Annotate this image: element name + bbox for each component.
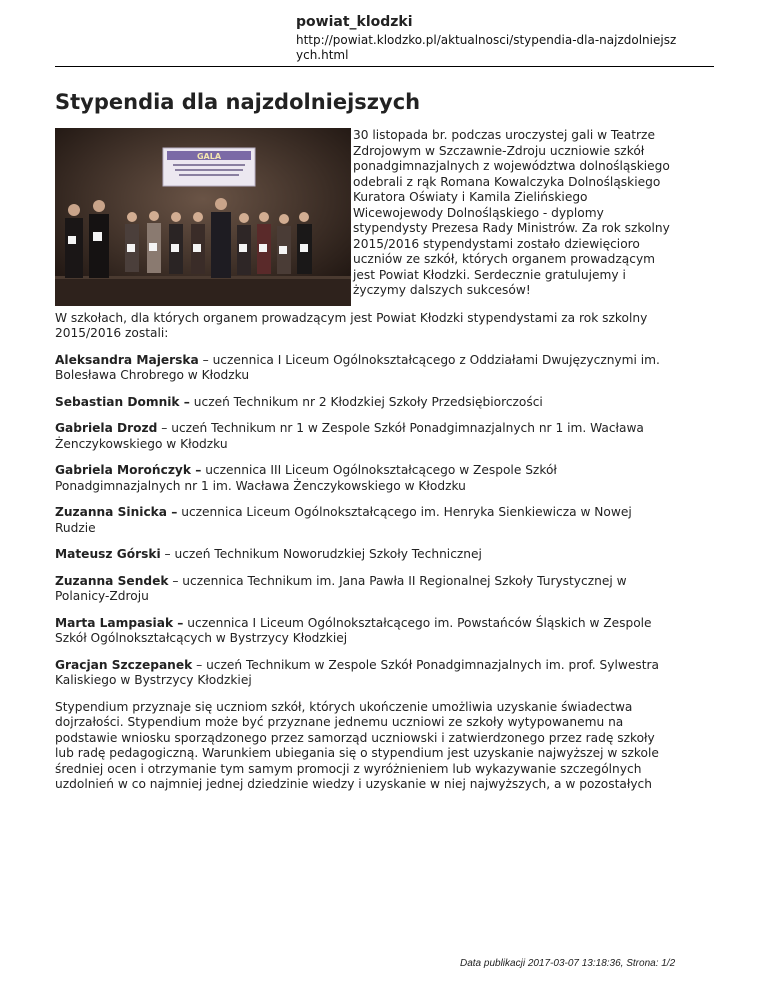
winner-name: Gabriela Drozd [55,421,158,435]
banner-gala-text: GALA [196,152,222,161]
winner-name: Aleksandra Majerska [55,352,199,367]
intro-text: 30 listopada br. podczas uroczystej gali w Teatrze Zdrojowym w Szczawnie-Zdroju uczniowie szkół ponadgimnazjalnych z województwa dolnośląskiego odebrali z rąk Romana Kowalczyka Dolnośląskiego Kuratora Oświaty i Kamila Zielińskiego Wicewojewody Dolnośląskiego - dyplomy stypendysty Prezesa Rady Ministrów. Za rok szkolny 2015/2016 stypendystami zostało dziewięcioro uczniów ze szkół, których organem prowadzącym jest Powiat Kłodzki. Serdecznie gratulujemy i życzymy dalszych sukcesów! [353,128,670,297]
winners-list [55,353,675,689]
winner-entry [55,421,675,452]
closing-paragraph: Stypendium przyznaje się uczniom szkół, których ukończenie umożliwia uzyskanie świadectwa dojrzałości. Stypendium może być przyznane jednemu uczniowi ze szkoły wytypowanemu na podstawie wniosku sporządzonego przez samorząd uczniowski i zatwierdzonego przez radę szkoły lub radę pedagogiczną. Warunkiem ubiegania się o stypendium jest uzyskanie najwyższej w szkole średniej ocen i otrzymanie tym samym promocji z wyróżnieniem lub wykazywanie szczególnych uzdolnień w co najmniej jednej dziedzinie wiedzy i uzyskanie w niej najwyższych, a w pozostałych [55,699,659,791]
list-intro: W szkołach, dla których organem prowadzącym jest Powiat Kłodzki stypendystami za rok szkolny 2015/2016 zostali: [55,310,648,340]
winner-description: uczennica I Liceum Ogólnokształcącego im. Powstańców Śląskich w Zespole Szkół Ogólnokształcących w Bystrzycy Kłodzkiej [55,615,652,645]
article-body [55,128,675,804]
winner-entry [55,395,675,411]
article-title: Stypendia dla najzdolniejszych [55,90,421,114]
winner-entry [55,658,675,689]
winner-description: – uczennica I Liceum Ogólnokształcącego z Oddziałami Dwujęzycznymi im. Bolesława Chrobrego w Kłodzku [55,352,660,382]
winner-entry [55,574,675,605]
winner-name: Gabriela Morończyk – [55,463,202,477]
winner-name: Zuzanna Sendek [55,573,169,588]
winner-name: Marta Lampasiak – [55,615,184,630]
winner-name: Gracjan Szczepanek [55,657,193,672]
winner-name: Zuzanna Sinicka – [55,505,178,519]
winner-description: – uczeń Technikum nr 1 w Zespole Szkół Ponadgimnazjalnych nr 1 im. Wacława Żenczykowskiego w Kłodzku [55,421,644,451]
winner-entry [55,463,675,494]
winner-description: uczennica Liceum Ogólnokształcącego im. Henryka Sienkiewicza w Nowej Rudzie [55,505,632,535]
winner-entry [55,353,675,384]
winner-description: uczeń Technikum nr 2 Kłodzkiej Szkoły Przedsiębiorczości [189,394,543,409]
winner-entry [55,505,675,536]
winner-entry [55,547,675,563]
gala-photo [55,128,351,306]
site-name: powiat_klodzki [296,14,413,30]
publication-footer: Data publikacji 2017-03-07 13:18:36, Strona: 1/2 [460,958,676,969]
page-url[interactable]: http://powiat.klodzko.pl/aktualnosci/stypendia-dla-najzdolniejsz ych.html [296,33,677,62]
winner-name: Mateusz Górski [55,547,161,561]
winner-description: – uczeń Technikum Noworudzkiej Szkoły Technicznej [160,547,482,561]
winner-description: uczennica III Liceum Ogólnokształcącego w Zespole Szkół Ponadgimnazjalnych nr 1 im. Wacława Żenczykowskiego w Kłodzku [55,463,557,493]
intro-paragraph [55,128,675,299]
header-divider [55,66,714,67]
document-header [296,14,716,63]
winner-name: Sebastian Domnik – [55,394,190,409]
winner-entry [55,616,675,647]
winner-description: – uczeń Technikum w Zespole Szkół Ponadgimnazjalnych im. prof. Sylwestra Kaliskiego w Bystrzycy Kłodzkiej [55,657,659,687]
winner-description: – uczennica Technikum im. Jana Pawła II Regionalnej Szkoły Turystycznej w Polanicy-Zdroju [55,573,627,603]
